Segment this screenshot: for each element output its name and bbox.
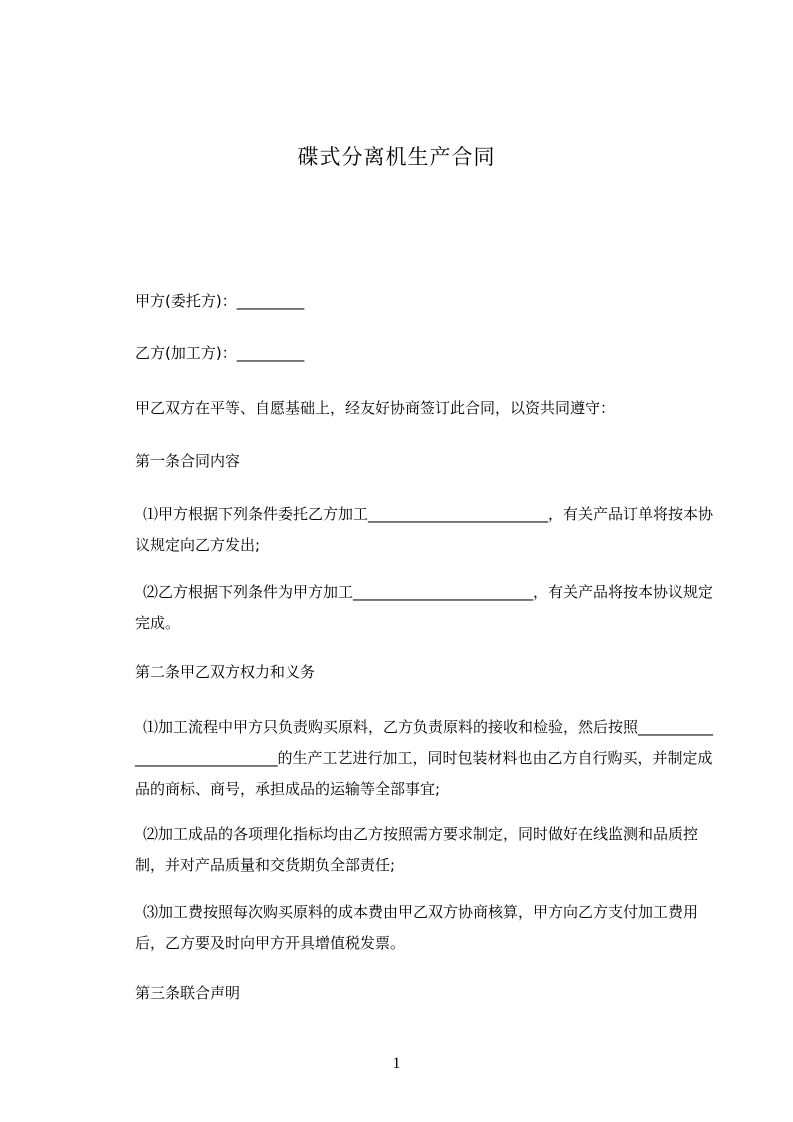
intro-paragraph: 甲乙双方在平等、自愿基础上，经友好协商签订此合同，以资共同遵守： [135, 399, 616, 417]
document-title: 碟式分离机生产合同 [297, 145, 496, 169]
article-2-heading: 第二条甲乙双方权力和义务 [135, 663, 316, 681]
article-1-item-2: ⑵乙方根据下列条件为甲方加工________________________，有关产品将按本协议规定完成。 [135, 583, 714, 632]
article-2-item-2: ⑵加工成品的各项理化指标均由乙方按照需方要求制定，同时做好在线监测和品质控制，并对产品质量和交货期负全部责任; [135, 825, 699, 874]
party-a-line: 甲方(委托方)：_________ [135, 292, 305, 310]
party-b-line: 乙方(加工方)：_________ [135, 344, 305, 362]
page-number: 1 [392, 1055, 401, 1072]
article-2-item-1: ⑴加工流程中甲方只负责购买原料，乙方负责原料的接收和检验，然后按照_____________________________的生产工艺进行加工，同时包装材料也由乙方自行购买，并制定成品的商标、商号，承担成品的运输等全部事宜; [135, 718, 714, 798]
article-1-heading: 第一条合同内容 [135, 452, 241, 470]
article-2-item-3: ⑶加工费按照每次购买原料的成本费由甲乙双方协商核算，甲方向乙方支付加工费用后，乙方要及时向甲方开具增值税发票。 [135, 903, 699, 952]
article-3-heading: 第三条联合声明 [135, 984, 241, 1002]
article-1-item-1: ⑴甲方根据下列条件委托乙方加工________________________，有关产品订单将按本协议规定向乙方发出; [135, 505, 714, 554]
